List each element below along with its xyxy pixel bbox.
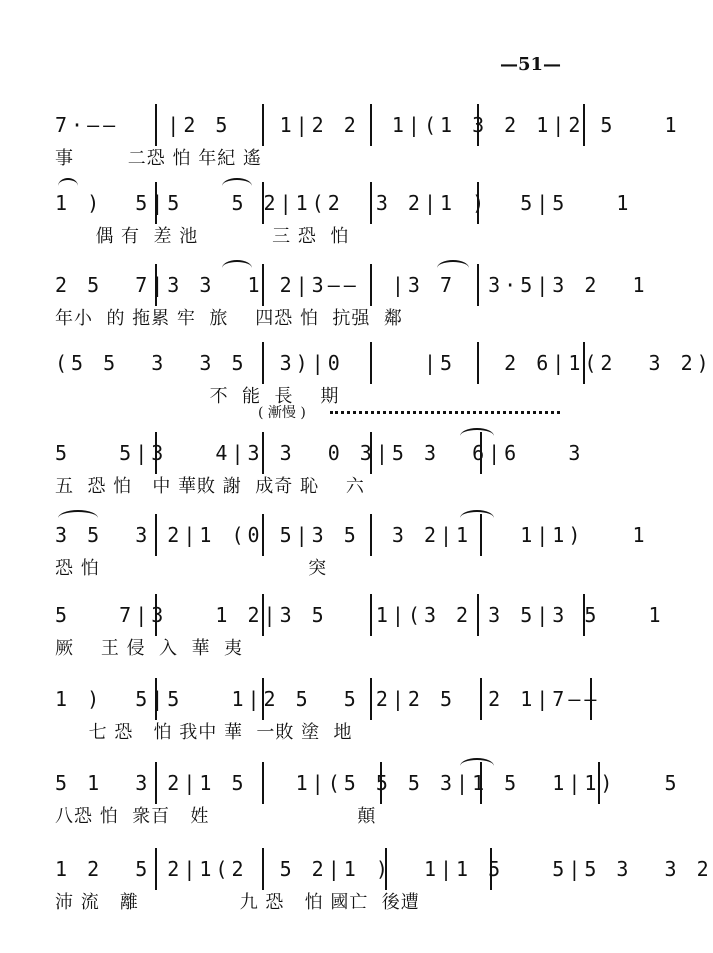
lyrics-line: 事 二恐 怕 年紀 遙 <box>55 148 262 169</box>
tempo-dotted-line <box>330 411 560 414</box>
notation-line: (5 5 3 3 5 3)|0 |5 2 6|1(2 3 2) <box>55 351 713 375</box>
tempo-marking: ( 漸慢 ) <box>258 405 306 421</box>
lyrics-line: 偶 有 差 池 三 恐 怕 <box>55 226 350 247</box>
lyrics-line: 厥 王 侵 入 華 夷 <box>55 638 243 659</box>
notation-line: 5 7|3 1 2|3 5 1|(3 2 3 5|3 5 1 <box>55 603 665 627</box>
notation-line: 1 ) 5|5 5 2|1(2 3 2|1 ) 5|5 1 <box>55 191 633 215</box>
notation-line: 7·—— |2 5 1|2 2 1|(1 3 2 1|2 5 1 <box>55 113 681 137</box>
lyrics-line: 年小 的 拖累 牢 旅 四恐 怕 抗强 鄰 <box>55 308 403 329</box>
notation-line: 5 1 3 2|1 5 1|(5 5 5 3|1 5 1|1) 5 <box>55 771 681 795</box>
lyrics-line: 恐 怕 突 <box>55 558 328 579</box>
notation-line: 1 ) 5|5 1|2 5 5 2|2 5 2 1|7—— <box>55 687 601 711</box>
lyrics-line: 八恐 怕 衆百 姓 顛 <box>55 806 377 827</box>
notation-line: 1 2 5 2|1(2 5 2|1 ) 1|1 5 5|5 3 3 2 <box>55 857 713 881</box>
lyrics-line: 沛 流 離 九 恐 怕 國亡 後遭 <box>55 892 420 913</box>
notation-line: 3 5 3 2|1 (0 5|3 5 3 2|1 1|1) 1 <box>55 523 649 547</box>
notation-line: 5 5|3 4|3 3 0 3|5 3 6|6 3 <box>55 441 585 465</box>
lyrics-line: 五 恐 怕 中 華敗 謝 成奇 恥 六 <box>55 476 365 497</box>
page-number: —51— <box>500 54 562 75</box>
notation-line: 2 5 7|3 3 1 2|3—— |3 7 3·5|3 2 1 <box>55 273 649 297</box>
lyrics-line: 七 恐 怕 我中 華 一敗 塗 地 <box>55 722 353 743</box>
lyrics-line: 不 能 長 期 <box>55 386 340 407</box>
